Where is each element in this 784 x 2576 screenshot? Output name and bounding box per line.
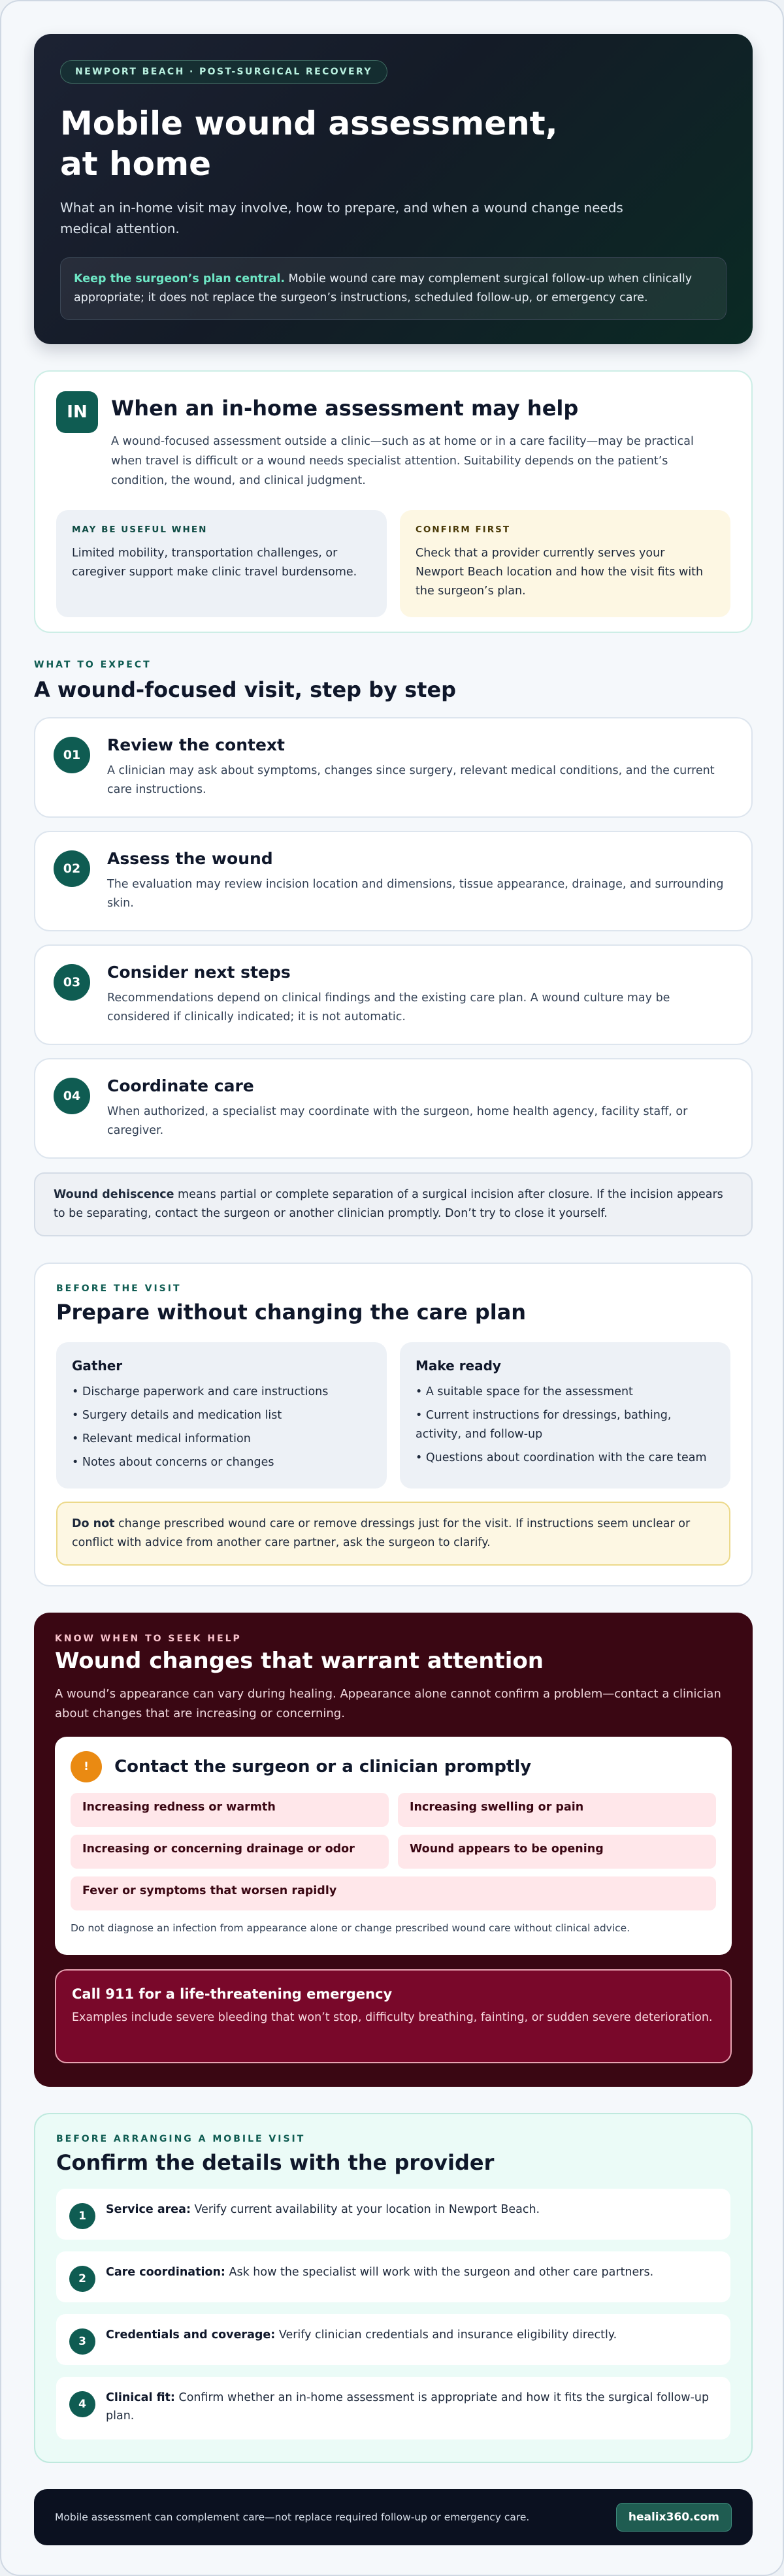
hero-lede: What an in-home visit may involve, how to prepare, and when a wound change needs medical attention.: [60, 200, 623, 236]
seek-sub: A wound’s appearance can vary during healing. Appearance alone cannot confirm a problem—contact a clinician about changes that are increasing or concerning.: [55, 1687, 721, 1720]
confirm-item-number: 1: [69, 2203, 95, 2229]
confirm-item: [56, 2377, 730, 2439]
hero-section: [34, 34, 753, 344]
seek-eyebrow: KNOW WHEN TO SEEK HELP: [55, 1634, 242, 1644]
confirm-item-label: Care coordination:: [106, 2266, 225, 2279]
step-number: 01: [54, 737, 90, 773]
gather-box: [56, 1342, 387, 1489]
steps-title: A wound-focused visit, step by step: [34, 677, 457, 702]
steps-eyebrow: WHAT TO EXPECT: [34, 660, 152, 670]
step-title: Coordinate care: [107, 1076, 254, 1095]
confirm-title: Confirm the details with the provider: [56, 2150, 495, 2175]
brand-link[interactable]: healix360.com: [616, 2503, 732, 2532]
step-card: [34, 944, 753, 1045]
prepare-eyebrow: BEFORE THE VISIT: [56, 1283, 182, 1294]
prepare-warning-text: change prescribed wound care or remove dressings just for the visit. If instructions seem unclear or conflict with advice from another care partner, ask the surgeon to clarify.: [72, 1517, 691, 1549]
gather-item: • Notes about concerns or changes: [72, 1453, 371, 1472]
when-desc: A wound-focused assessment outside a clinic—such as at home or in a care facility—may be practical when travel is difficult or a wound needs specialist attention. Suitability depends on the patient’s condition, the wound, and clinical judgment.: [111, 435, 694, 487]
confirm-first-text: Check that a provider currently serves your Newport Beach location and how the visit fits with the surgeon’s plan.: [416, 547, 704, 598]
dehiscence-text: means partial or complete separation of a surgical incision after closure. If the incision appears to be separating, contact the surgeon or another clinician promptly. Don’t try to close it yourself.: [54, 1188, 723, 1220]
confirm-item-label: Clinical fit:: [106, 2391, 175, 2404]
page-title: Mobile wound assessment, at home: [60, 105, 558, 183]
make-ready-item: • Questions about coordination with the care team: [416, 1449, 715, 1468]
symptom-chip: Fever or symptoms that worsen rapidly: [71, 1876, 716, 1910]
when-title: When an in-home assessment may help: [111, 396, 579, 421]
step-title: Review the context: [107, 735, 286, 754]
symptom-chip: Increasing or concerning drainage or odor: [71, 1835, 389, 1869]
hero-eyebrow: NEWPORT BEACH · POST-SURGICAL RECOVERY: [60, 60, 387, 84]
confirm-item-number: 3: [69, 2328, 95, 2355]
confirm-item-text: Verify clinician credentials and insurance eligibility directly.: [275, 2328, 617, 2342]
confirm-item-number: 2: [69, 2266, 95, 2292]
useful-box: [56, 510, 387, 617]
alert-disclaimer: Do not diagnose an infection from appearance alone or change prescribed wound care without clinical advice.: [71, 1922, 630, 1934]
step-number: 03: [54, 964, 90, 1001]
confirm-item: [56, 2251, 730, 2302]
hero-note: [60, 257, 727, 320]
gather-item: • Surgery details and medication list: [72, 1406, 371, 1425]
gather-title: Gather: [72, 1358, 123, 1374]
gather-item: • Discharge paperwork and care instructions: [72, 1383, 371, 1402]
in-badge: IN: [56, 391, 98, 433]
confirm-eyebrow: BEFORE ARRANGING A MOBILE VISIT: [56, 2134, 306, 2144]
emergency-box: [55, 1969, 732, 2063]
symptom-chip: Wound appears to be opening: [398, 1835, 716, 1869]
confirm-first-label: CONFIRM FIRST: [416, 524, 511, 535]
confirm-section: [34, 2113, 753, 2463]
step-text: When authorized, a specialist may coordinate with the surgeon, home health agency, facility staff, or caregiver.: [107, 1105, 688, 1137]
step-card: [34, 717, 753, 818]
symptom-chip: Increasing swelling or pain: [398, 1793, 716, 1827]
step-card: [34, 1058, 753, 1159]
dehiscence-note: [34, 1172, 753, 1236]
hero-note-strong: Keep the surgeon’s plan central.: [74, 272, 285, 285]
make-ready-item: • Current instructions for dressings, bathing, activity, and follow-up: [416, 1406, 715, 1444]
step-text: The evaluation may review incision location and dimensions, tissue appearance, drainage, and surrounding skin.: [107, 878, 724, 910]
gather-item: • Relevant medical information: [72, 1430, 371, 1449]
confirm-item-label: Service area:: [106, 2203, 191, 2216]
hero-note-text: Mobile wound care may complement surgical follow-up when clinically appropriate; it does not replace the surgeon’s instructions, scheduled follow-up, or emergency care.: [74, 272, 693, 304]
step-title: Consider next steps: [107, 963, 291, 982]
confirm-item-text: Ask how the specialist will work with the surgeon and other care partners.: [225, 2266, 654, 2279]
alert-title: Contact the surgeon or a clinician promptly: [114, 1757, 532, 1777]
contact-alert-card: [55, 1737, 732, 1955]
step-text: A clinician may ask about symptoms, changes since surgery, relevant medical conditions, and the current care instructions.: [107, 764, 715, 796]
prepare-title: Prepare without changing the care plan: [56, 1300, 527, 1325]
step-number: 04: [54, 1078, 90, 1114]
confirm-item: [56, 2314, 730, 2365]
confirm-item: [56, 2189, 730, 2240]
prepare-card: [34, 1263, 753, 1586]
useful-text: Limited mobility, transportation challenges, or caregiver support make clinic travel burdensome.: [72, 547, 357, 579]
useful-label: MAY BE USEFUL WHEN: [72, 524, 208, 535]
confirm-item-number: 4: [69, 2391, 95, 2417]
symptom-chip: Increasing redness or warmth: [71, 1793, 389, 1827]
step-number: 02: [54, 850, 90, 887]
confirm-item-text: Confirm whether an in-home assessment is appropriate and how it fits the surgical follow-up plan.: [106, 2391, 710, 2423]
seek-title: Wound changes that warrant attention: [55, 1648, 544, 1674]
confirm-first-box: [400, 510, 730, 617]
confirm-item-label: Credentials and coverage:: [106, 2328, 276, 2342]
make-ready-item: • A suitable space for the assessment: [416, 1383, 715, 1402]
confirm-item-text: Verify current availability at your location in Newport Beach.: [190, 2203, 540, 2216]
prepare-warning: [56, 1502, 730, 1566]
warning-icon: !: [71, 1751, 102, 1782]
steps-header: [34, 660, 753, 704]
emergency-text: Examples include severe bleeding that won’t stop, difficulty breathing, fainting, or sudden severe deterioration.: [72, 2011, 713, 2024]
seek-help-section: [34, 1613, 753, 2087]
footer: [34, 2489, 753, 2545]
step-title: Assess the wound: [107, 849, 273, 868]
dehiscence-term: Wound dehiscence: [54, 1188, 174, 1201]
prepare-warning-strong: Do not: [72, 1517, 115, 1530]
make-ready-title: Make ready: [416, 1358, 501, 1374]
step-text: Recommendations depend on clinical findings and the existing care plan. A wound culture may be considered if clinically indicated; it is not automatic.: [107, 991, 670, 1023]
footer-text: Mobile assessment can complement care—not replace required follow-up or emergency care.: [55, 2511, 530, 2523]
when-card: [34, 370, 753, 633]
emergency-title: Call 911 for a life-threatening emergency: [72, 1986, 393, 2002]
make-ready-box: [400, 1342, 730, 1489]
step-card: [34, 831, 753, 931]
